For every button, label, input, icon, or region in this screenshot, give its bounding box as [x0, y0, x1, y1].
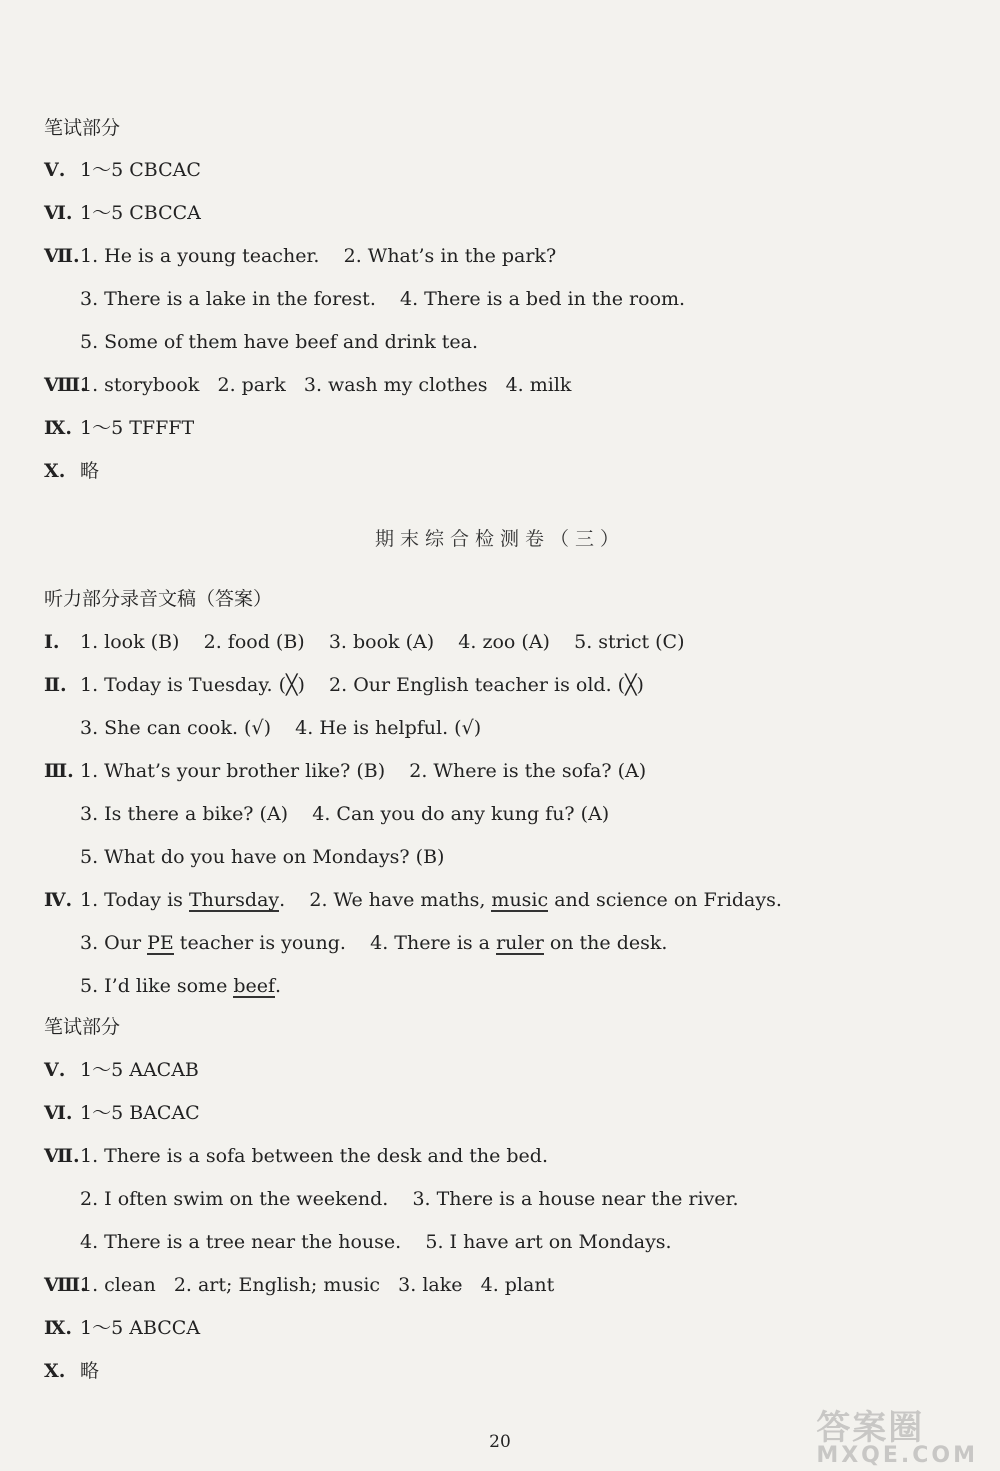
answer-row: [44, 1144, 548, 1168]
underlined-answer: ruler: [496, 932, 544, 954]
answer-text: 1～5 CBCCA: [80, 202, 201, 224]
answer-text: 略: [80, 1360, 100, 1382]
answer-text: 5. What do you have on Mondays? (B): [80, 846, 445, 868]
answer-text: 3. Is there a bike? (A) 4. Can you do any kung fu? (A): [80, 803, 610, 825]
answer-text: on the desk.: [543, 932, 668, 954]
question-number: Ⅴ.: [44, 1059, 66, 1081]
answer-row: [44, 759, 646, 783]
answer-row: [44, 673, 644, 697]
question-number: Ⅷ.: [44, 1274, 87, 1296]
question-number: Ⅷ.: [44, 374, 87, 396]
answer-text: 5. I’d like some: [80, 975, 234, 997]
answer-row: [80, 974, 281, 998]
question-number: Ⅶ.: [44, 1145, 80, 1167]
answer-row: [44, 630, 685, 654]
answer-text: 1. clean 2. art; English; music 3. lake 4. plant: [80, 1274, 555, 1296]
answer-text: 1. There is a sofa between the desk and the bed.: [80, 1145, 548, 1167]
answer-text: 1. He is a young teacher. 2. What’s in the park?: [80, 245, 557, 267]
answer-row: [44, 1273, 554, 1297]
answer-text: 1. Today is: [80, 889, 189, 911]
answer-row: [80, 931, 667, 955]
underlined-answer: Thursday: [188, 889, 280, 911]
answer-text: and science on Fridays.: [548, 889, 782, 911]
question-number: Ⅵ.: [44, 202, 73, 224]
answer-text: . 2. We have maths,: [279, 889, 492, 911]
answer-text: teacher is young. 4. There is a: [173, 932, 497, 954]
answer-text: 3. Our: [80, 932, 148, 954]
written-section-heading: 笔试部分: [44, 117, 121, 139]
question-number: Ⅶ.: [44, 245, 80, 267]
answer-text: 4. There is a tree near the house. 5. I have art on Mondays.: [80, 1231, 672, 1253]
question-number: Ⅸ.: [44, 1317, 73, 1339]
underlined-answer: PE: [147, 932, 174, 954]
question-number: Ⅲ.: [44, 760, 74, 782]
watermark-text: 答案圈: [816, 1408, 925, 1448]
answer-row: [44, 158, 201, 182]
answer-text: 1. storybook 2. park 3. wash my clothes 4. milk: [80, 374, 572, 396]
answer-text: .: [275, 975, 282, 997]
answer-row: [44, 201, 201, 225]
answer-text: 略: [80, 460, 100, 482]
answer-text: 1～5 BACAC: [80, 1102, 200, 1124]
underlined-answer: beef: [233, 975, 276, 997]
written-section-heading: 笔试部分: [44, 1016, 121, 1038]
answer-text: 1～5 ABCCA: [80, 1317, 201, 1339]
answer-row: [44, 888, 782, 912]
underlined-answer: music: [491, 889, 549, 911]
answer-text: 1. What’s your brother like? (B) 2. Where is the sofa? (A): [80, 760, 647, 782]
answer-text: 5. Some of them have beef and drink tea.: [80, 331, 479, 353]
question-number: Ⅸ.: [44, 417, 73, 439]
answer-text: 1～5 AACAB: [80, 1059, 199, 1081]
question-number: Ⅴ.: [44, 159, 66, 181]
answer-text: 1. look (B) 2. food (B) 3. book (A) 4. zoo (A) 5. strict (C): [80, 631, 685, 653]
answer-text: 1. Today is Tuesday. (╳) 2. Our English teacher is old. (╳): [80, 674, 644, 696]
question-number: Ⅰ.: [44, 631, 60, 653]
answer-text: 3. There is a lake in the forest. 4. There is a bed in the room.: [80, 288, 686, 310]
exam-title: 期末综合检测卷（三）: [374, 528, 625, 550]
listening-section-heading: 听力部分录音文稿（答案）: [44, 588, 273, 610]
answer-row: [44, 373, 571, 397]
answer-row: [44, 244, 556, 268]
watermark-logo: [816, 1400, 978, 1468]
question-number: Ⅳ.: [44, 889, 73, 911]
answer-text: 1～5 CBCAC: [80, 159, 201, 181]
answer-row: [44, 1316, 200, 1340]
answer-row: [44, 459, 99, 483]
answer-text: 3. She can cook. (√) 4. He is helpful. (√): [80, 717, 482, 739]
question-number: Ⅹ.: [44, 1360, 66, 1382]
question-number: Ⅵ.: [44, 1102, 73, 1124]
answer-text: 2. I often swim on the weekend. 3. There is a house near the river.: [80, 1188, 739, 1210]
question-number: Ⅱ.: [44, 674, 67, 696]
watermark-url: MXQE.COM: [816, 1443, 978, 1468]
answer-text: 1～5 TFFFT: [80, 417, 195, 439]
answer-row: [44, 1359, 99, 1383]
answer-row: [44, 1058, 199, 1082]
question-number: Ⅹ.: [44, 460, 66, 482]
answer-row: [44, 1101, 200, 1125]
page-number: 20: [489, 1432, 511, 1452]
answer-row: [44, 416, 194, 440]
